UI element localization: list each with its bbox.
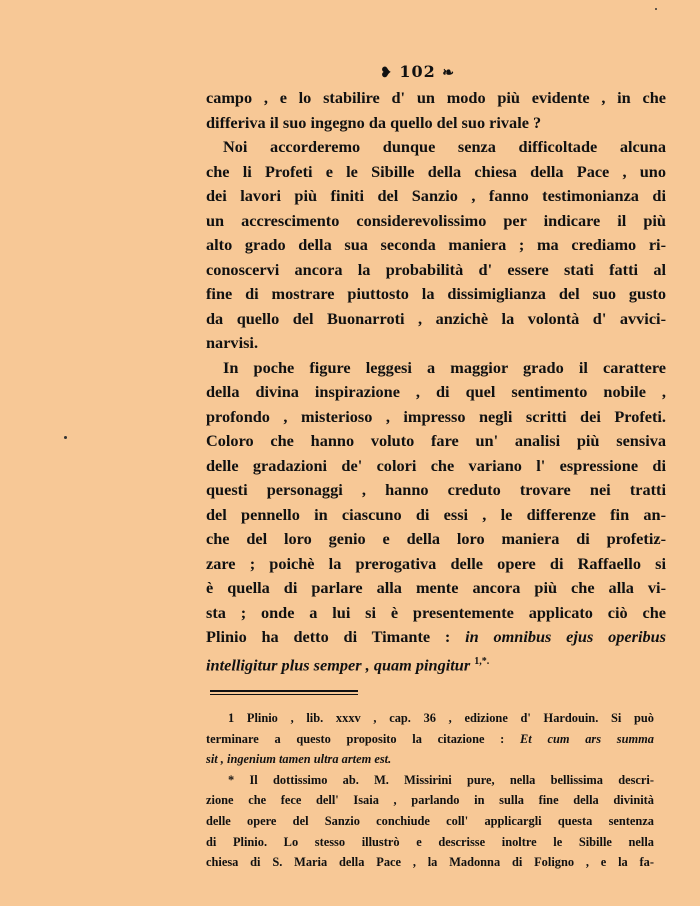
text-line: zare ; poichè la prerogativa delle opere di Raffaello si — [206, 553, 666, 573]
text-line: un accrescimento considerevolissimo per indicare il più — [206, 210, 666, 230]
main-text — [206, 86, 666, 677]
footnote-marks: 1,*. — [474, 655, 490, 667]
footnote-line: * Il dottissimo ab. M. Missirini pure, nella bellissima descri- — [228, 772, 654, 787]
text-line: profondo , misterioso , impresso negli scritti dei Profeti. — [206, 406, 666, 426]
footnote-line: delle opere del Sanzio conchiude coll' applicargli questa sentenza — [206, 813, 654, 828]
text-line: narvisi. — [206, 333, 259, 352]
speck — [64, 436, 67, 439]
text-line: Coloro che hanno voluto fare un' analisi più sensiva — [206, 431, 666, 450]
footnotes — [206, 708, 654, 873]
text-line — [206, 625, 666, 650]
text-line: In poche figure leggesi a maggior grado il carattere — [223, 357, 666, 377]
text-line: è quella di parlare alla mente ancora più che alla vi- — [206, 578, 666, 597]
text-line: differiva il suo ingegno da quello del suo rivale ? — [206, 112, 542, 132]
text-line: fine di mostrare piuttosto la dissimiglianza del suo gusto — [206, 284, 666, 303]
latin-quote: in omnibus ejus operibus — [465, 627, 666, 646]
speck — [655, 8, 657, 10]
page-header — [380, 62, 455, 81]
text-line: Noi accorderemo dunque senza difficoltade alcuna — [223, 137, 666, 156]
text-line: campo , e lo stabilire d' un modo più evidente , in che — [206, 88, 666, 107]
left-ornament-icon: ❥ — [380, 65, 393, 81]
text-line: conoscervi ancora la probabilità d' essere stati fatti al — [206, 259, 666, 279]
text-line: da quello del Buonarroti , anzichè la volontà d' avvici- — [206, 308, 666, 328]
footnote-separator — [210, 690, 358, 692]
text-line: del pennello in ciascuno di essi , le differenze fin an- — [206, 504, 666, 524]
text-line: delle gradazioni de' colori che variano l' espressione di — [206, 455, 666, 475]
text-line: che li Profeti e le Sibille della chiesa della Pace , uno — [206, 161, 666, 181]
text-line: che del loro genio e della loro maniera di profetiz- — [206, 529, 666, 548]
latin-quote: Et cum ars summa — [520, 731, 654, 746]
footnote-separator-thin — [210, 694, 358, 695]
text-line: della divina inspirazione , di quel sentimento nobile , — [206, 382, 666, 401]
footnote-line: chiesa di S. Maria della Pace , la Madonna di Foligno , e la fa- — [206, 855, 654, 870]
footnote-line: di Plinio. Lo stesso illustrò e descrisse inoltre le Sibille nella — [206, 834, 654, 849]
text-line — [206, 650, 666, 678]
right-ornament-icon: ❧ — [442, 65, 456, 81]
text-line: questi personaggi , hanno creduto trovare nei tratti — [206, 480, 666, 499]
text-line: dei lavori più finiti del Sanzio , fanno testimonianza di — [206, 186, 666, 205]
latin-quote: intelligitur plus semper , quam pingitur — [206, 654, 471, 674]
footnote-line: sit , ingenium tamen ultra artem est. — [206, 752, 392, 767]
text-fragment: Plinio ha detto di Timante : — [206, 627, 451, 646]
text-line: sta ; onde a lui si è presentemente applicato ciò che — [206, 602, 666, 622]
text-line: alto grado della sua seconda maniera ; ma crediamo ri- — [206, 235, 666, 254]
footnote-fragment: terminare a questo proposito la citazione : — [206, 731, 505, 746]
footnote-line: zione che fece dell' Isaia , parlando in sulla fine della divinità — [206, 793, 654, 808]
page-number: 102 — [399, 62, 436, 81]
footnote-line: 1 Plinio , lib. xxxv , cap. 36 , edizione d' Hardouin. Si può — [228, 711, 654, 725]
footnote-line — [206, 729, 654, 750]
